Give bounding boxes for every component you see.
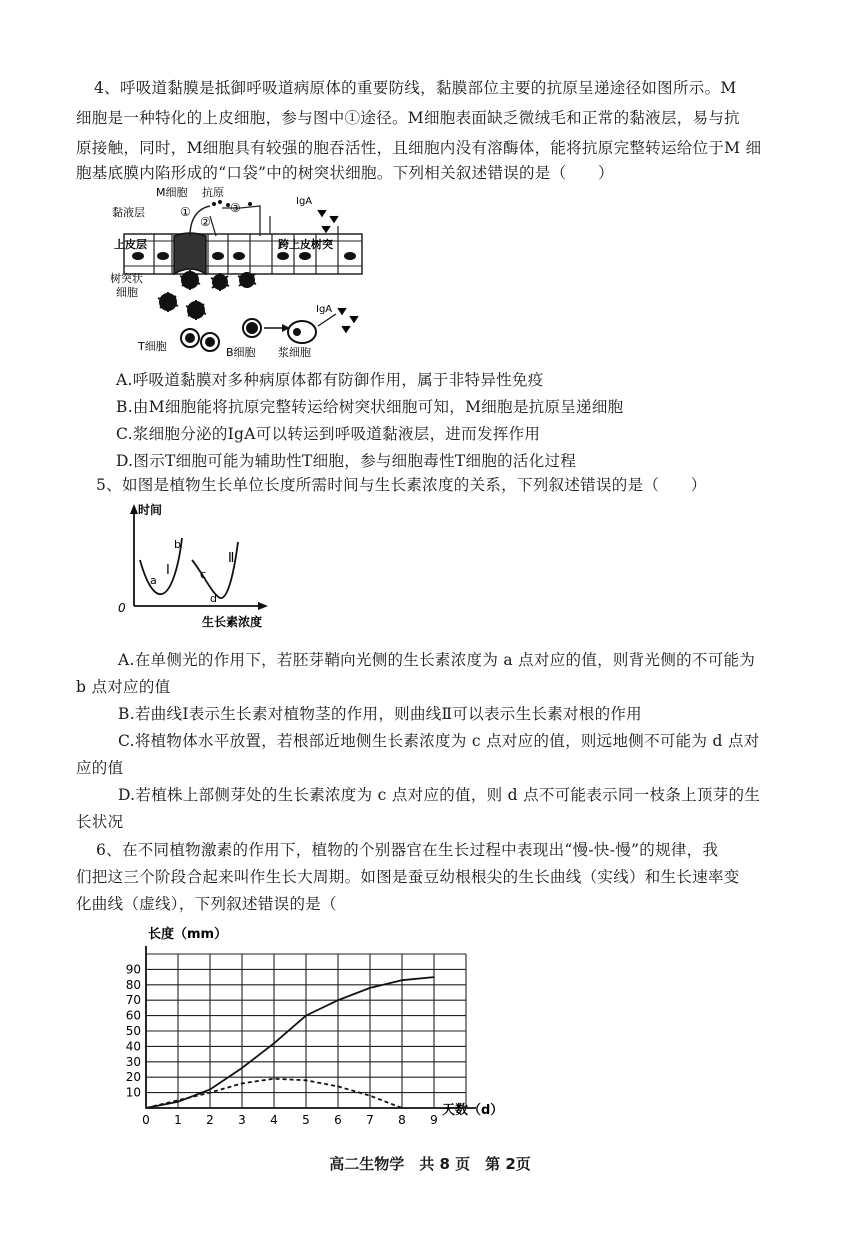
x-tick-label: 6 xyxy=(334,1113,342,1127)
data-point xyxy=(337,1086,339,1088)
point-d-label: d xyxy=(210,592,217,605)
x-tick-label: 8 xyxy=(398,1113,406,1127)
q5-option-b: B.若曲线Ⅰ表示生长素对植物茎的作用，则曲线Ⅱ可以表示生长素对根的作用 xyxy=(118,705,642,723)
data-point xyxy=(401,979,403,981)
pathway-mark-3: ③ xyxy=(230,201,241,215)
chart-grid xyxy=(146,954,466,1108)
label-m-cell: M细胞 xyxy=(156,186,188,199)
q5-option-d: D.若植株上部侧芽处的生长素浓度为 c 点对应的值，则 d 点不可能表示同一枝条上顶芽的生 xyxy=(118,786,761,804)
point-b-label: b xyxy=(174,538,181,551)
label-plasma-cell: 浆细胞 xyxy=(278,346,311,359)
q5-option-c: C.将植物体水平放置，若根部近地侧生长素浓度为 c 点对应的值，则远地侧不可能为 d 点对 xyxy=(118,732,760,750)
y-tick-label: 90 xyxy=(125,962,141,977)
curve-2-label: Ⅱ xyxy=(228,551,235,566)
chart-axes xyxy=(146,946,476,1108)
x-tick-label: 4 xyxy=(270,1113,278,1127)
x-tick-label: 5 xyxy=(302,1113,310,1127)
data-point xyxy=(241,1083,243,1085)
data-point xyxy=(177,1100,179,1102)
chart-y-label: 长度（mm） xyxy=(148,927,228,942)
label-antigen: 抗原 xyxy=(202,186,224,199)
data-point xyxy=(209,1089,211,1091)
curve-1-label: Ⅰ xyxy=(166,563,170,578)
label-mucus: 黏液层 xyxy=(112,206,145,219)
x-tick-label: 2 xyxy=(206,1113,214,1127)
point-c-label: c xyxy=(200,568,207,581)
data-point xyxy=(177,1101,179,1103)
y-tick-label: 70 xyxy=(125,993,141,1008)
q5-option-a: A.在单侧光的作用下，若胚芽鞘向光侧的生长素浓度为 a 点对应的值，则背光侧的不可能为 xyxy=(118,651,756,669)
q4-line-1: 4、呼吸道黏膜是抵御呼吸道病原体的重要防线，黏膜部位主要的抗原呈递途径如图所示。M xyxy=(94,79,737,97)
q4-option-b: B.由M细胞能将抗原完整转运给树突状细胞可知，M细胞是抗原呈递细胞 xyxy=(116,398,624,416)
chart-x-label: 天数（d） xyxy=(442,1103,504,1118)
x-tick-label: 3 xyxy=(238,1113,246,1127)
q6-line-1: 6、在不同植物激素的作用下，植物的个别器官在生长过程中表现出“慢-快-慢”的规律，我 xyxy=(96,841,719,859)
data-point xyxy=(209,1092,211,1094)
data-point xyxy=(273,1043,275,1045)
q5-option-c-cont: 应的值 xyxy=(76,759,124,777)
data-point xyxy=(337,999,339,1001)
x-tick-label: 7 xyxy=(366,1113,374,1127)
q4-option-c: C.浆细胞分泌的IgA可以转运到呼吸道黏液层，进而发挥作用 xyxy=(116,425,541,443)
label-epithelium: 上皮层 xyxy=(114,238,147,251)
data-point xyxy=(401,1107,403,1109)
y-tick-label: 50 xyxy=(125,1024,141,1038)
label-trans-dendrite: 跨上皮树突 xyxy=(278,238,333,251)
data-point xyxy=(305,1015,307,1017)
q4-line-3: 原接触，同时，M细胞具有较强的胞吞活性，且细胞内没有溶酶体，能将抗原完整转运给位于M 细 xyxy=(76,139,762,157)
y-tick-label: 30 xyxy=(125,1054,141,1069)
data-point xyxy=(241,1067,243,1069)
pathway-mark-1: ① xyxy=(180,205,191,219)
chart-series xyxy=(145,976,435,1109)
growth-chart xyxy=(112,918,532,1128)
data-point xyxy=(145,1107,147,1109)
auxin-curve-diagram xyxy=(112,502,292,632)
data-point xyxy=(369,987,371,989)
y-tick-label: 40 xyxy=(125,1039,141,1054)
x-tick-label: 9 xyxy=(430,1113,438,1127)
x-tick-label: 1 xyxy=(174,1113,182,1127)
q5-stem: 5、如图是植物生长单位长度所需时间与生长素浓度的关系，下列叙述错误的是（ ） xyxy=(96,476,707,494)
data-point xyxy=(433,976,435,978)
q5-option-d-cont: 长状况 xyxy=(76,813,124,831)
page-footer: 高二生物学 共 8 页 第 2页 xyxy=(329,1155,531,1173)
label-t-cell: T细胞 xyxy=(138,340,167,353)
y-tick-label: 10 xyxy=(125,1085,141,1100)
pathway-mark-2: ② xyxy=(200,215,211,229)
q6-line-2: 们把这三个阶段合起来叫作生长大周期。如图是蚕豆幼根根尖的生长曲线（实线）和生长速率变 xyxy=(76,868,740,886)
data-point xyxy=(305,1079,307,1081)
label-b-cell: B细胞 xyxy=(226,346,256,359)
q4-line-4: 胞基底膜内陷形成的“口袋”中的树突状细胞。下列相关叙述错误的是（ ） xyxy=(76,164,614,182)
x-tick-label: 0 xyxy=(142,1113,150,1127)
mucosa-diagram xyxy=(110,186,430,364)
growth-curve-solid xyxy=(146,977,434,1108)
y-tick-label: 60 xyxy=(125,1008,141,1023)
q4-option-a: A.呼吸道黏膜对多种病原体都有防御作用，属于非特异性免疫 xyxy=(116,371,544,389)
label-dendritic-2: 细胞 xyxy=(116,286,138,299)
x-axis-label: 生长素浓度 xyxy=(202,615,263,629)
origin-label: 0 xyxy=(118,601,126,615)
q6-line-3: 化曲线（虚线），下列叙述错误的是（ xyxy=(76,895,337,913)
data-point xyxy=(273,1078,275,1080)
q4-line-2: 细胞是一种特化的上皮细胞，参与图中①途径。M细胞表面缺乏微绒毛和正常的黏液层，易与抗 xyxy=(76,109,740,127)
y-tick-label: 20 xyxy=(125,1070,141,1085)
label-iga-top: IgA xyxy=(296,196,313,207)
label-dendritic-1: 树突状 xyxy=(110,272,143,285)
q5-option-a-cont: b 点对应的值 xyxy=(76,678,171,696)
data-point xyxy=(369,1095,371,1097)
y-axis-label: 时间 xyxy=(138,503,163,517)
q4-option-d: D.图示T细胞可能为辅助性T细胞，参与细胞毒性T细胞的活化过程 xyxy=(116,452,577,470)
y-tick-label: 80 xyxy=(125,977,141,992)
label-iga-bottom: IgA xyxy=(316,304,333,315)
point-a-label: a xyxy=(150,574,157,587)
